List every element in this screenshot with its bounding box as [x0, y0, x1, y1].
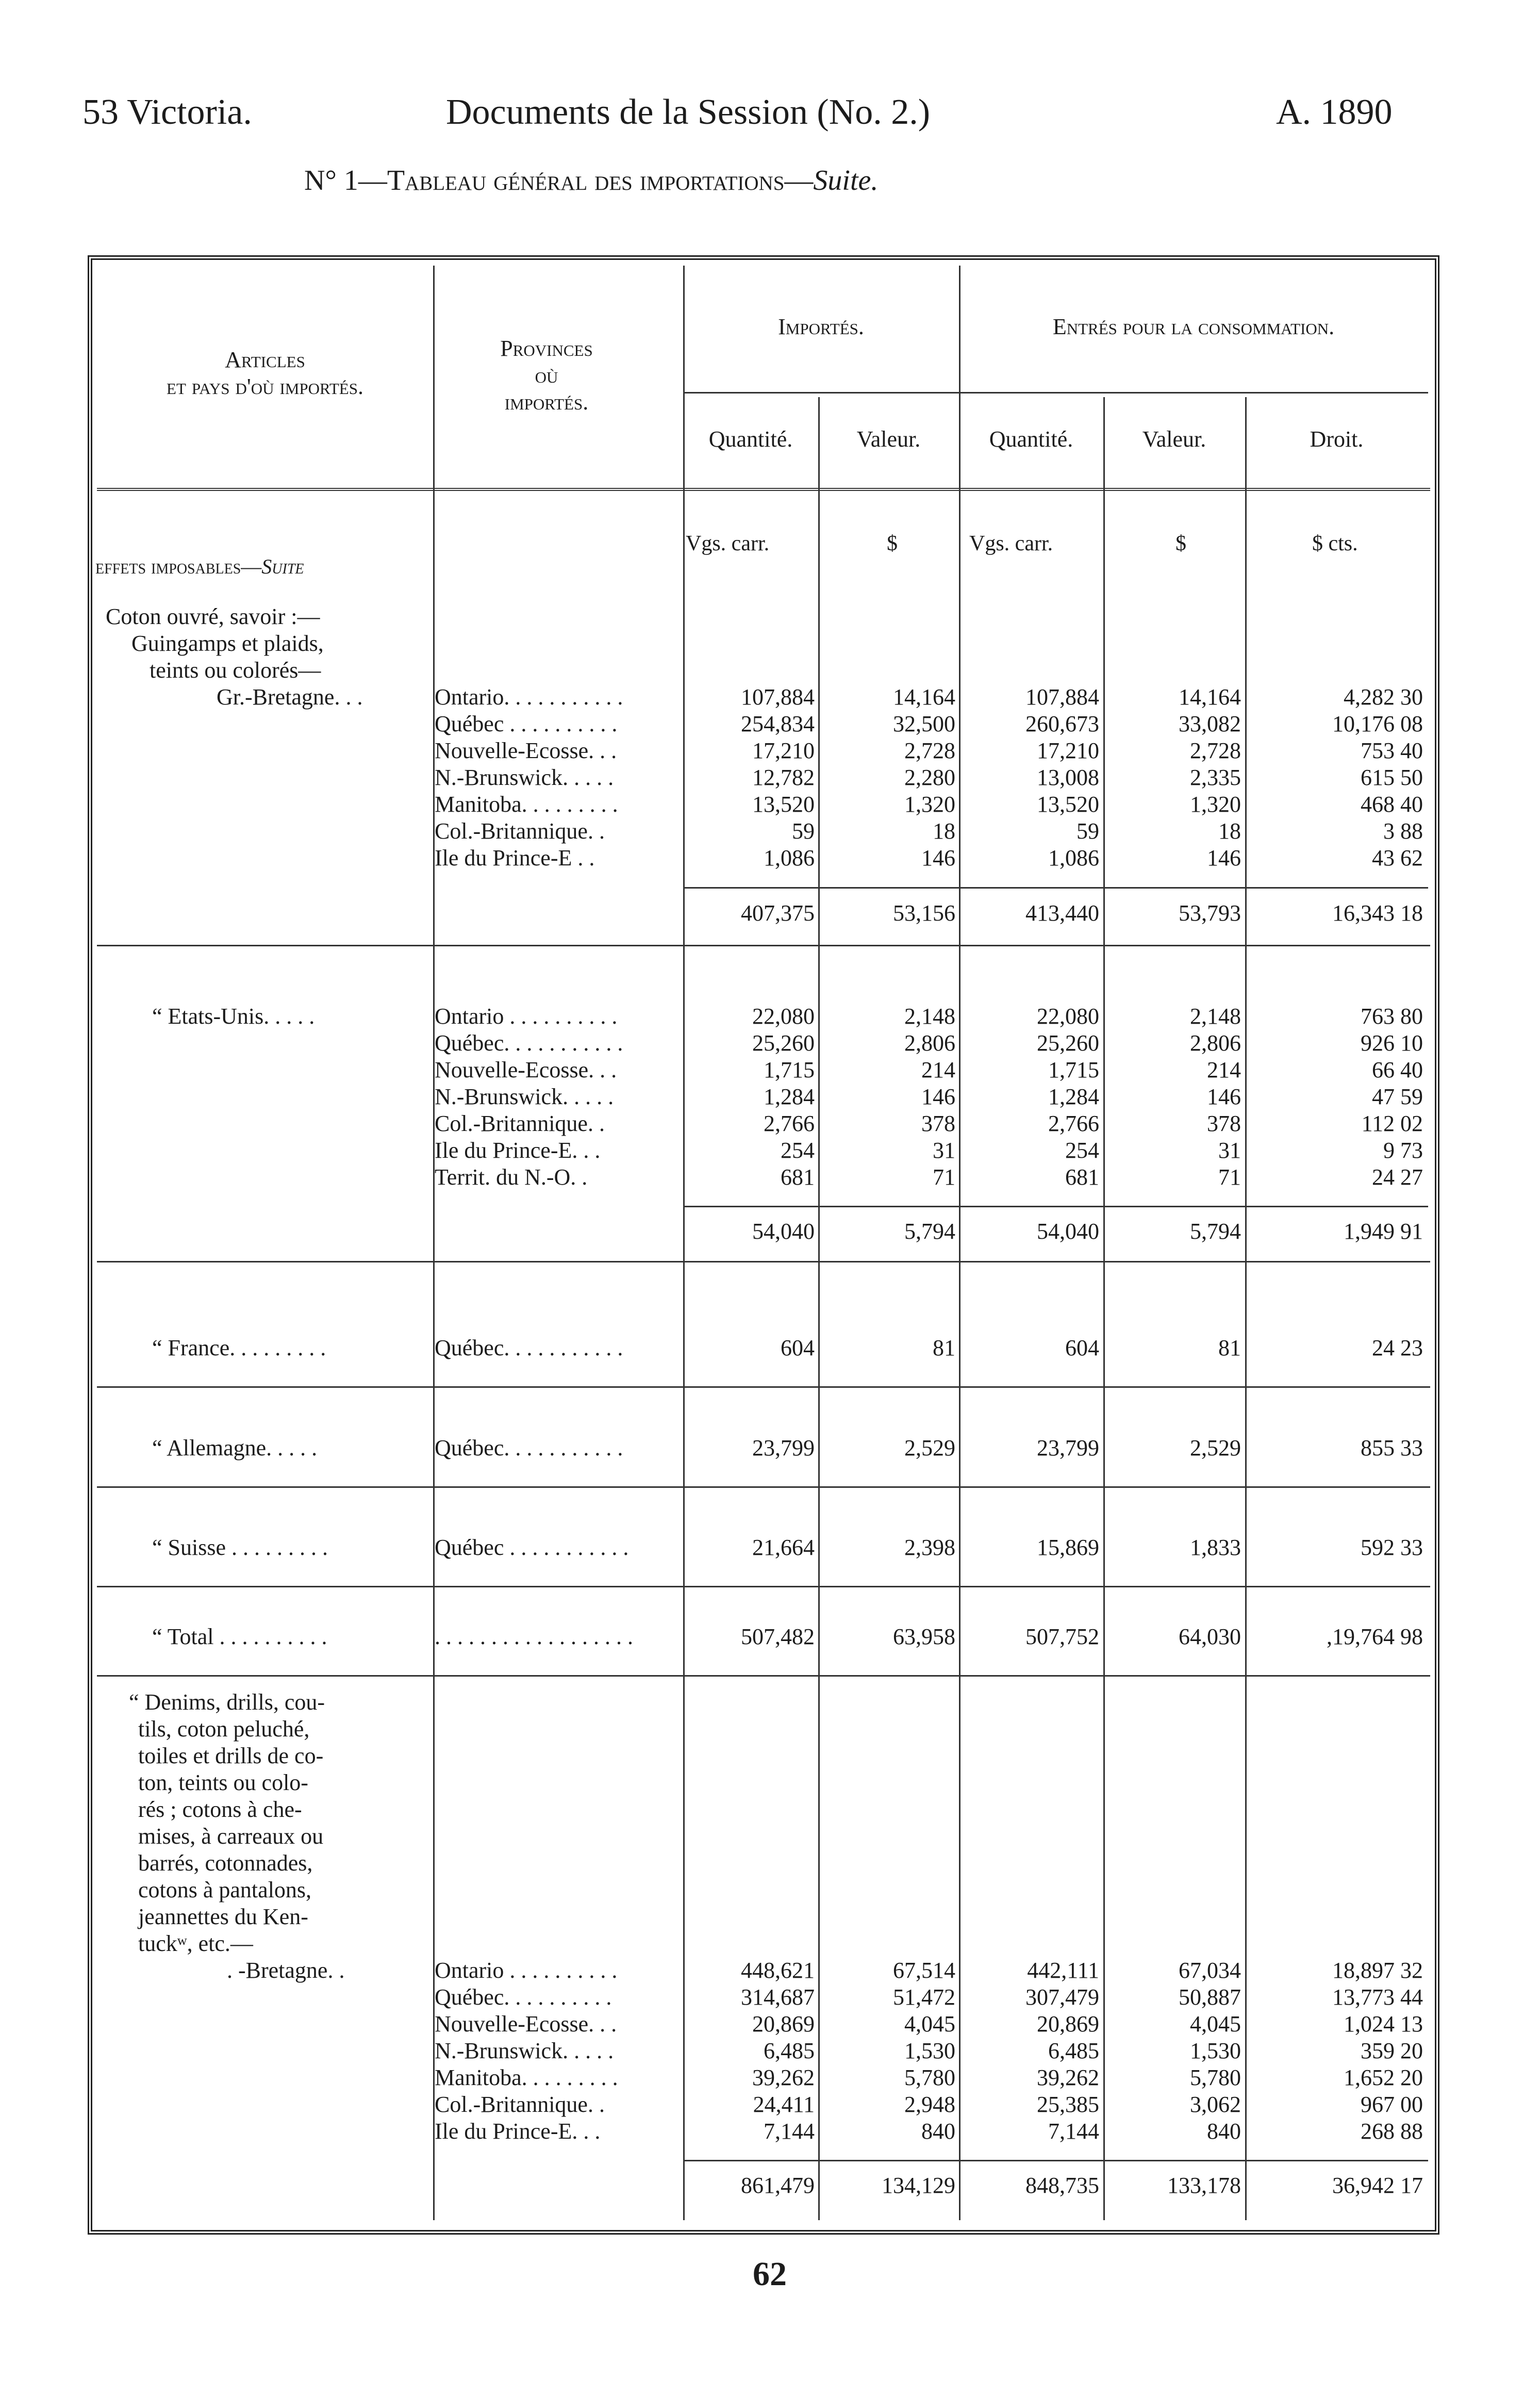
- block1-value: 32,500: [893, 711, 955, 736]
- block1-total-d: 16,343 18: [1332, 900, 1423, 926]
- block2-province: Territ. du N.-O. .: [435, 1164, 588, 1190]
- block1-value-consumed: 14,164: [1179, 684, 1241, 710]
- block3-quantity-consumed: 39,262: [1037, 2065, 1099, 2090]
- title-suffix: Suite.: [813, 165, 879, 196]
- block2-province: Nouvelle-Ecosse. . .: [435, 1057, 617, 1082]
- block2-quantity-consumed: 1,715: [1048, 1057, 1099, 1082]
- block3-province: Nouvelle-Ecosse. . .: [435, 2011, 617, 2037]
- table-row: [432, 845, 1423, 872]
- block2-quantity: 254: [781, 1138, 815, 1163]
- table-row: [432, 1057, 1423, 1084]
- block3-desc-11: . -Bretagne. .: [227, 1958, 345, 1983]
- block2-duty: 763 80: [1361, 1004, 1423, 1029]
- block2-quantity-consumed: 2,766: [1048, 1111, 1099, 1136]
- single-quantity: 604: [781, 1335, 815, 1360]
- col-provinces: [433, 335, 660, 416]
- block3-value: 2,948: [904, 2092, 955, 2117]
- header-center: Documents de la Session (No. 2.): [446, 92, 931, 132]
- block2-value-consumed: 2,148: [1190, 1004, 1241, 1029]
- single-label: “ France. . . . . . . . .: [152, 1335, 326, 1360]
- block1-value-consumed: 146: [1207, 845, 1241, 871]
- block3-desc-7: barrés, cotonnades,: [138, 1850, 313, 1876]
- single-value-consumed: 1,833: [1190, 1535, 1241, 1560]
- block1-value: 2,728: [904, 738, 955, 763]
- single-province: Québec. . . . . . . . . . .: [435, 1435, 623, 1461]
- single-value: 2,529: [904, 1435, 955, 1461]
- block3-value: 5,780: [904, 2065, 955, 2090]
- block2-value-consumed: 146: [1207, 1084, 1241, 1109]
- single-label: “ Suisse . . . . . . . . .: [152, 1535, 328, 1560]
- block1-province: Col.-Britannique. .: [435, 818, 605, 844]
- block2-total-v: 5,794: [904, 1219, 955, 1244]
- col-provinces-line1: Provinces: [500, 336, 593, 361]
- block2-total-v2: 5,794: [1190, 1219, 1241, 1244]
- header-left: 53 Victoria.: [82, 92, 252, 132]
- unit-duty: $ cts.: [1312, 532, 1358, 555]
- block2-duty: 24 27: [1372, 1164, 1423, 1190]
- block1-value-consumed: 18: [1218, 818, 1241, 844]
- page-number: 62: [753, 2255, 787, 2293]
- block3-value: 67,514: [893, 1958, 955, 1983]
- block2-end-rule: [97, 1261, 1430, 1262]
- single-province: Québec. . . . . . . . . . .: [435, 1335, 623, 1360]
- block2-duty: 47 59: [1372, 1084, 1423, 1109]
- block1-value-consumed: 2,335: [1190, 765, 1241, 790]
- single-value-consumed: 81: [1218, 1335, 1241, 1360]
- column-rule: [1103, 397, 1105, 2220]
- block3-quantity-consumed: 20,869: [1037, 2011, 1099, 2037]
- section-label-text: effets imposables—: [95, 555, 262, 578]
- block2-duty: 926 10: [1361, 1030, 1423, 1056]
- block1-quantity-consumed: 13,520: [1037, 792, 1099, 817]
- block2-quantity-consumed: 681: [1065, 1164, 1099, 1190]
- block3-quantity: 24,411: [753, 2092, 815, 2117]
- table-row: [432, 1164, 1423, 1191]
- block1-province: Nouvelle-Ecosse. . .: [435, 738, 617, 763]
- block1-province: Ile du Prince-E . .: [435, 845, 595, 871]
- single-duty: 24 23: [1372, 1335, 1423, 1360]
- block2-quantity: 22,080: [752, 1004, 815, 1029]
- block1-desc-1: Coton ouvré, savoir :—: [106, 604, 320, 629]
- block1-value-consumed: 33,082: [1179, 711, 1241, 736]
- single-quantity: 23,799: [752, 1435, 815, 1461]
- single-value-consumed: 2,529: [1190, 1435, 1241, 1461]
- block3-total-v2: 133,178: [1167, 2173, 1241, 2198]
- block1-duty: 10,176 08: [1332, 711, 1423, 736]
- block2-value-consumed: 31: [1218, 1138, 1241, 1163]
- block2-duty: 66 40: [1372, 1057, 1423, 1082]
- block1-desc-2: Guingamps et plaids,: [131, 631, 324, 656]
- section-label-suffix: Suite: [261, 555, 304, 578]
- unit-qty: Vgs. carr.: [686, 532, 770, 555]
- block2-total-q: 54,040: [752, 1219, 815, 1244]
- block3-desc-5: rés ; cotons à che-: [138, 1797, 302, 1822]
- table-row: [432, 2038, 1423, 2064]
- header-right: A. 1890: [1276, 92, 1393, 132]
- block2-value: 378: [921, 1111, 955, 1136]
- block3-quantity-consumed: 25,385: [1037, 2092, 1099, 2117]
- table-title: [304, 164, 878, 197]
- block1-quantity-consumed: 260,673: [1025, 711, 1099, 736]
- block3-desc-8: cotons à pantalons,: [138, 1877, 312, 1902]
- block3-quantity: 39,262: [752, 2065, 815, 2090]
- block1-quantity: 17,210: [752, 738, 815, 763]
- block3-total-q2: 848,735: [1025, 2173, 1099, 2198]
- block3-value: 840: [921, 2119, 955, 2144]
- block3-quantity: 448,621: [741, 1958, 815, 1983]
- column-rule: [433, 266, 435, 2220]
- block2-value: 2,148: [904, 1004, 955, 1029]
- block3-province: N.-Brunswick. . . . .: [435, 2038, 614, 2063]
- block3-value-consumed: 1,530: [1190, 2038, 1241, 2063]
- single-quantity-consumed: 507,752: [1025, 1624, 1099, 1649]
- table-row: [432, 1003, 1423, 1030]
- row-separator: [97, 1386, 1430, 1388]
- block2-province: Québec. . . . . . . . . . .: [435, 1030, 623, 1056]
- table-row: [432, 2064, 1423, 2091]
- table-row: [432, 684, 1423, 711]
- single-province: Québec . . . . . . . . . . .: [435, 1535, 629, 1560]
- block3-total-rule: [683, 2160, 1428, 2161]
- single-label: “ Total . . . . . . . . . .: [152, 1624, 327, 1649]
- block1-total-q: 407,375: [741, 900, 815, 926]
- single-value: 63,958: [893, 1624, 955, 1649]
- single-quantity-consumed: 15,869: [1037, 1535, 1099, 1560]
- block3-value-consumed: 50,887: [1179, 1984, 1241, 2010]
- block3-province: Ontario . . . . . . . . . .: [435, 1958, 618, 1983]
- block3-province: Québec. . . . . . . . . .: [435, 1984, 612, 2010]
- block3-quantity: 314,687: [741, 1984, 815, 2010]
- block2-quantity-consumed: 25,260: [1037, 1030, 1099, 1056]
- title-number: N° 1: [304, 165, 358, 196]
- block2-quantity: 25,260: [752, 1030, 815, 1056]
- block2-value: 214: [921, 1057, 955, 1082]
- column-rule: [1245, 397, 1247, 2220]
- unit-val: $: [887, 532, 898, 555]
- table-row: [432, 2091, 1423, 2118]
- col-articles-line2: et pays d'où importés.: [167, 374, 363, 399]
- block2-value: 2,806: [904, 1030, 955, 1056]
- block1-value-consumed: 1,320: [1190, 792, 1241, 817]
- table-row: [432, 2011, 1423, 2038]
- col-articles-line1: Articles: [225, 347, 305, 372]
- single-quantity-consumed: 604: [1065, 1335, 1099, 1360]
- block1-desc-4: Gr.-Bretagne. . .: [217, 684, 363, 710]
- block3-value: 51,472: [893, 1984, 955, 2010]
- block2-total-d: 1,949 91: [1344, 1219, 1423, 1244]
- block3-desc-6: mises, à carreaux ou: [138, 1824, 324, 1849]
- block2-duty: 112 02: [1361, 1111, 1423, 1136]
- col-valeur2: Valeur.: [1142, 426, 1206, 452]
- block3-total-q: 861,479: [741, 2173, 815, 2198]
- block3-quantity-consumed: 6,485: [1048, 2038, 1099, 2063]
- table-row: [432, 2118, 1423, 2145]
- single-value: 81: [933, 1335, 955, 1360]
- row-separator: [97, 1486, 1430, 1488]
- block3-desc-9: jeannettes du Ken-: [138, 1904, 308, 1929]
- block3-quantity-consumed: 442,111: [1027, 1958, 1099, 1983]
- single-duty: 855 33: [1361, 1435, 1423, 1461]
- block1-quantity: 13,520: [752, 792, 815, 817]
- table-row: [432, 737, 1423, 764]
- single-province: . . . . . . . . . . . . . . . . . .: [435, 1624, 633, 1649]
- block1-quantity-consumed: 59: [1077, 818, 1099, 844]
- single-duty: ,19,764 98: [1327, 1624, 1423, 1649]
- col-articles: [97, 347, 433, 400]
- col-quantite: Quantité.: [708, 426, 793, 452]
- block1-quantity-consumed: 17,210: [1037, 738, 1099, 763]
- block1-value: 2,280: [904, 765, 955, 790]
- unit-val2: $: [1175, 532, 1186, 555]
- col-provinces-line3: importés.: [504, 389, 589, 415]
- block3-quantity-consumed: 307,479: [1025, 1984, 1099, 2010]
- block1-province: N.-Brunswick. . . . .: [435, 765, 614, 790]
- section-label: [95, 554, 304, 579]
- block1-value: 18: [933, 818, 955, 844]
- single-quantity: 507,482: [741, 1624, 815, 1649]
- block3-quantity-consumed: 7,144: [1048, 2119, 1099, 2144]
- block2-quantity-consumed: 254: [1065, 1138, 1099, 1163]
- block1-duty: 753 40: [1361, 738, 1423, 763]
- block3-value-consumed: 67,034: [1179, 1958, 1241, 1983]
- block1-quantity-consumed: 107,884: [1025, 684, 1099, 710]
- block3-duty: 18,897 32: [1332, 1958, 1423, 1983]
- single-quantity: 21,664: [752, 1535, 815, 1560]
- block1-desc-3: teints ou colorés—: [150, 658, 321, 683]
- single-label: “ Allemagne. . . . .: [152, 1435, 318, 1461]
- block3-duty: 268 88: [1361, 2119, 1423, 2144]
- block3-desc-2: tils, coton peluché,: [138, 1716, 310, 1742]
- block2-value-consumed: 214: [1207, 1057, 1241, 1082]
- single-value-consumed: 64,030: [1179, 1624, 1241, 1649]
- block1-quantity: 12,782: [752, 765, 815, 790]
- column-rule: [818, 397, 820, 2220]
- block2-value-consumed: 71: [1218, 1164, 1241, 1190]
- block3-quantity: 6,485: [764, 2038, 815, 2063]
- single-quantity-consumed: 23,799: [1037, 1435, 1099, 1461]
- table-row: [0, 1623, 1540, 1650]
- block1-duty: 3 88: [1383, 818, 1423, 844]
- col-quantite2: Quantité.: [989, 426, 1073, 452]
- block3-value-consumed: 4,045: [1190, 2011, 1241, 2037]
- single-value: 2,398: [904, 1535, 955, 1560]
- col-provinces-line2: où: [535, 363, 558, 388]
- block2-value: 146: [921, 1084, 955, 1109]
- block1-duty: 468 40: [1361, 792, 1423, 817]
- block2-province: Ile du Prince-E. . .: [435, 1138, 601, 1163]
- block1-end-rule: [97, 945, 1430, 946]
- table-row: [432, 1110, 1423, 1137]
- block3-duty: 1,652 20: [1344, 2065, 1423, 2090]
- block3-total-v: 134,129: [882, 2173, 955, 2198]
- block3-province: Ile du Prince-E. . .: [435, 2119, 601, 2144]
- single-duty: 592 33: [1361, 1535, 1423, 1560]
- row-separator: [97, 1675, 1430, 1677]
- block3-value: 1,530: [904, 2038, 955, 2063]
- block1-quantity-consumed: 13,008: [1037, 765, 1099, 790]
- block3-desc: [129, 1689, 344, 1984]
- block2-value: 71: [933, 1164, 955, 1190]
- title-text: —Tableau général des importations—: [358, 165, 814, 196]
- block2-total-rule: [683, 1206, 1428, 1207]
- block3-desc-10: tuckʷ, etc.—: [138, 1931, 253, 1956]
- block3-duty: 1,024 13: [1344, 2011, 1423, 2037]
- row-separator: [97, 1586, 1430, 1587]
- block1-quantity: 1,086: [764, 845, 815, 871]
- block3-province: Col.-Britannique. .: [435, 2092, 605, 2117]
- table-row: [432, 1957, 1423, 1984]
- block1-duty: 4,282 30: [1344, 684, 1423, 710]
- header-rule: [97, 488, 1430, 491]
- block1-total-rule: [683, 887, 1428, 889]
- group-header-rule: [683, 392, 1428, 393]
- block3-value-consumed: 3,062: [1190, 2092, 1241, 2117]
- block3-duty: 359 20: [1361, 2038, 1423, 2063]
- block3-desc-4: ton, teints ou colo-: [138, 1770, 308, 1795]
- block3-desc-3: toiles et drills de co-: [138, 1743, 324, 1768]
- table-row: [0, 1534, 1540, 1561]
- block2-quantity: 1,284: [764, 1084, 815, 1109]
- block2-quantity-consumed: 22,080: [1037, 1004, 1099, 1029]
- block3-value-consumed: 5,780: [1190, 2065, 1241, 2090]
- block2-quantity: 2,766: [764, 1111, 815, 1136]
- block2-value-consumed: 2,806: [1190, 1030, 1241, 1056]
- block1-total-q2: 413,440: [1025, 900, 1099, 926]
- col-droit: Droit.: [1310, 426, 1364, 452]
- table-row: [0, 1435, 1540, 1462]
- block1-value: 146: [921, 845, 955, 871]
- block3-desc-1: “ Denims, drills, cou-: [129, 1689, 325, 1715]
- table-row: [432, 764, 1423, 791]
- block1-province: Manitoba. . . . . . . . .: [435, 792, 618, 817]
- block1-total-v2: 53,793: [1179, 900, 1241, 926]
- table-row: [432, 791, 1423, 818]
- block1-province: Québec . . . . . . . . . .: [435, 711, 618, 736]
- block3-duty: 967 00: [1361, 2092, 1423, 2117]
- table-row: [432, 1137, 1423, 1164]
- block2-value: 31: [933, 1138, 955, 1163]
- block2-quantity: 681: [781, 1164, 815, 1190]
- block3-total-d: 36,942 17: [1332, 2173, 1423, 2198]
- block2-duty: 9 73: [1383, 1138, 1423, 1163]
- block1-province: Ontario. . . . . . . . . . .: [435, 684, 623, 710]
- block2-province: Ontario . . . . . . . . . .: [435, 1004, 618, 1029]
- col-entres: Entrés pour la consommation.: [1052, 314, 1335, 339]
- block3-value-consumed: 840: [1207, 2119, 1241, 2144]
- block1-value: 1,320: [904, 792, 955, 817]
- block2-province: N.-Brunswick. . . . .: [435, 1084, 614, 1109]
- block2-province: Col.-Britannique. .: [435, 1111, 605, 1136]
- block1-quantity: 59: [792, 818, 815, 844]
- block1-value-consumed: 2,728: [1190, 738, 1241, 763]
- table-row: [432, 1984, 1423, 2011]
- col-importes: Importés.: [778, 314, 864, 339]
- block2-value-consumed: 378: [1207, 1111, 1241, 1136]
- block1-quantity: 254,834: [741, 711, 815, 736]
- block2-quantity-consumed: 1,284: [1048, 1084, 1099, 1109]
- table-row: [432, 1084, 1423, 1110]
- block3-quantity: 20,869: [752, 2011, 815, 2037]
- block1-value: 14,164: [893, 684, 955, 710]
- table-row: [432, 711, 1423, 737]
- block1-quantity-consumed: 1,086: [1048, 845, 1099, 871]
- block3-quantity: 7,144: [764, 2119, 815, 2144]
- block1-total-v: 53,156: [893, 900, 955, 926]
- block2-label: “ Etats-Unis. . . . .: [152, 1004, 315, 1029]
- block1-duty: 615 50: [1361, 765, 1423, 790]
- table-row: [432, 818, 1423, 845]
- table-row: [0, 1335, 1540, 1361]
- block1-duty: 43 62: [1372, 845, 1423, 871]
- block3-duty: 13,773 44: [1332, 1984, 1423, 2010]
- block1-quantity: 107,884: [741, 684, 815, 710]
- unit-qty2: Vgs. carr.: [969, 532, 1053, 555]
- col-valeur: Valeur.: [856, 426, 921, 452]
- block2-quantity: 1,715: [764, 1057, 815, 1082]
- table-row: [432, 1030, 1423, 1057]
- block3-province: Manitoba. . . . . . . . .: [435, 2065, 618, 2090]
- block2-total-q2: 54,040: [1037, 1219, 1099, 1244]
- block3-value: 4,045: [904, 2011, 955, 2037]
